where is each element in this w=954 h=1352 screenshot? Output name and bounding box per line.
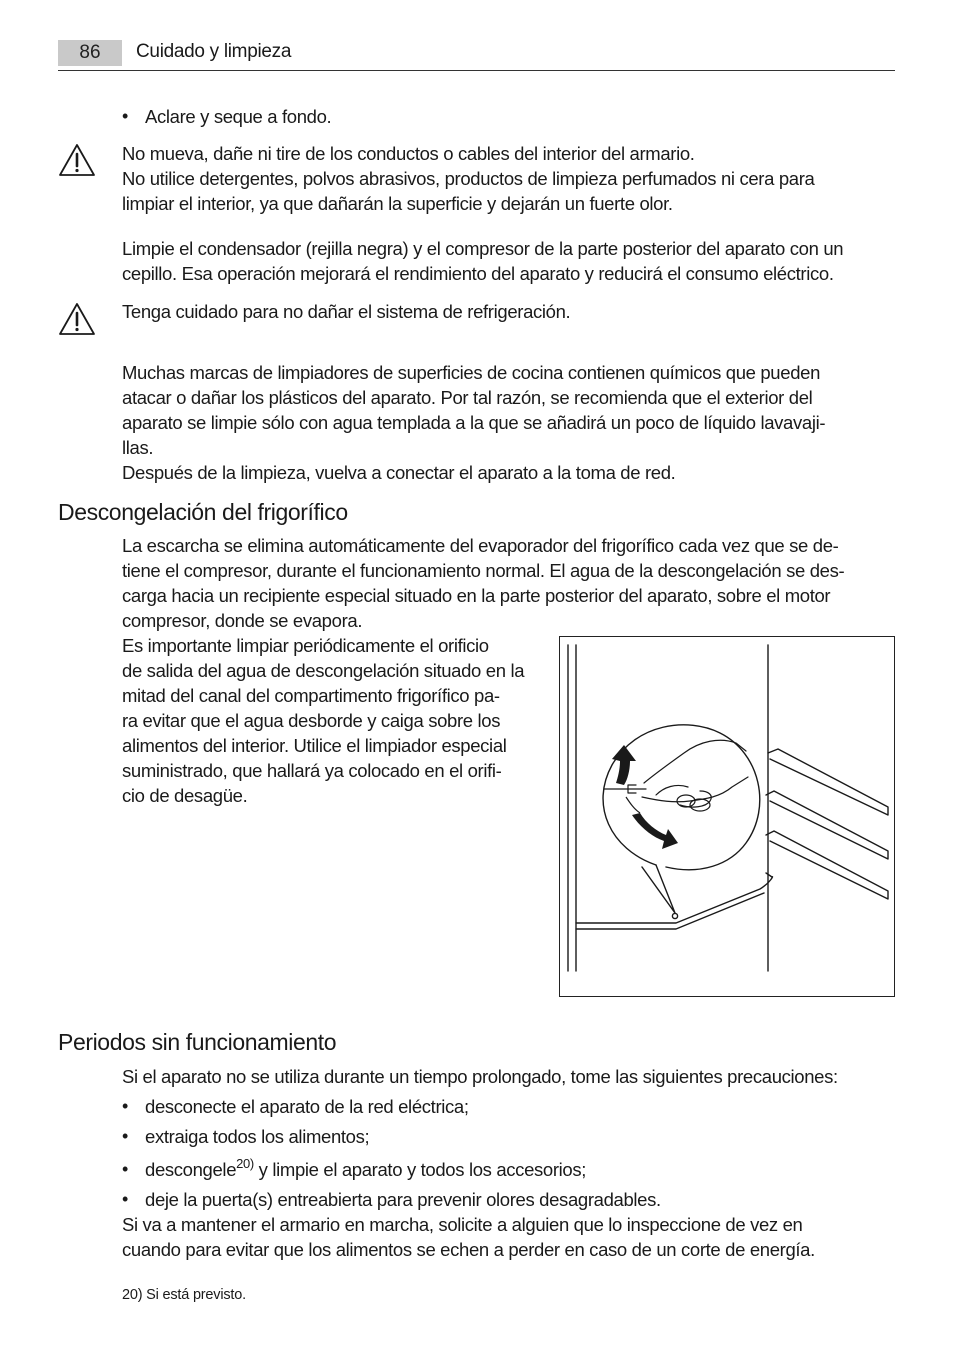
brands-text: Después de la limpieza, vuelva a conectar el aparato a la toma de red.	[122, 462, 676, 483]
warning-triangle-icon	[58, 302, 96, 336]
defrost-text-2: mitad del canal del compartimento frigorífico pa-	[122, 685, 500, 706]
defrost-text: carga hacia un recipiente especial situado en la parte posterior del aparato, sobre el motor	[122, 585, 831, 606]
defrost-text-2: ra evitar que el agua desborde y caiga sobre los	[122, 710, 501, 731]
idle-bullet-pre: descongele	[145, 1159, 237, 1180]
warning-triangle-icon	[58, 143, 96, 177]
brands-text: llas.	[122, 437, 154, 458]
condenser-text: cepillo. Esa operación mejorará el rendimiento del aparato y reducirá el consumo eléctrico.	[122, 263, 834, 284]
idle-closing: cuando para evitar que los alimentos se echen a perder en caso de un corte de energía.	[122, 1239, 815, 1260]
bullet-dot: •	[122, 1159, 128, 1179]
brands-text: aparato se limpie sólo con agua templada a la que se añadirá un poco de líquido lavavaji-	[122, 412, 826, 433]
idle-bullet: extraiga todos los alimentos;	[145, 1126, 370, 1147]
bullet-dot: •	[122, 1126, 128, 1146]
condenser-text: Limpie el condensador (rejilla negra) y el compresor de la parte posterior del aparato con un	[122, 238, 844, 259]
idle-bullet: deje la puerta(s) entreabierta para prevenir olores desagradables.	[145, 1189, 661, 1210]
bullet-dot: •	[122, 1189, 128, 1209]
warning-text-2: Tenga cuidado para no dañar el sistema de refrigeración.	[122, 301, 571, 322]
header-divider	[58, 70, 895, 71]
defrost-text-2: Es importante limpiar periódicamente el orificio	[122, 635, 489, 656]
idle-intro: Si el aparato no se utiliza durante un tiempo prolongado, tome las siguientes precauciones:	[122, 1066, 838, 1087]
idle-closing: Si va a mantener el armario en marcha, solicite a alguien que lo inspeccione de vez en	[122, 1214, 803, 1235]
defrost-text: La escarcha se elimina automáticamente del evaporador del frigorífico cada vez que se de-	[122, 535, 839, 556]
fridge-drain-drawing	[560, 637, 894, 996]
defrost-text: compresor, donde se evapora.	[122, 610, 363, 631]
drain-cleaning-illustration	[559, 636, 895, 997]
idle-bullet: desconecte el aparato de la red eléctrica;	[145, 1096, 469, 1117]
bullet-dot: •	[122, 1096, 128, 1116]
defrost-text-2: alimentos del interior. Utilice el limpiador especial	[122, 735, 507, 756]
defrost-text-2: cio de desagüe.	[122, 785, 248, 806]
bullet-dot: •	[122, 106, 128, 126]
warning-text-1: No utilice detergentes, polvos abrasivos, productos de limpieza perfumados ni cera para	[122, 168, 815, 189]
defrost-text-2: de salida del agua de descongelación situado en la	[122, 660, 525, 681]
page-number: 86	[58, 40, 122, 66]
brands-text: atacar o dañar los plásticos del aparato. Por tal razón, se recomienda que el exterior del	[122, 387, 813, 408]
idle-heading: Periodos sin funcionamiento	[58, 1029, 337, 1055]
footnote: 20) Si está previsto.	[122, 1287, 246, 1303]
bullet-rinse: Aclare y seque a fondo.	[145, 106, 332, 127]
defrost-text-2: suministrado, que hallará ya colocado en el orifi-	[122, 760, 502, 781]
idle-bullet-post: y limpie el aparato y todos los accesorios;	[253, 1159, 587, 1180]
defrost-heading: Descongelación del frigorífico	[58, 499, 348, 525]
brands-text: Muchas marcas de limpiadores de superficies de cocina contienen químicos que pueden	[122, 362, 821, 383]
idle-bullet	[145, 1157, 586, 1182]
warning-text-1: limpiar el interior, ya que dañarán la superficie y dejarán un fuerte olor.	[122, 193, 673, 214]
defrost-text: tiene el compresor, durante el funcionamiento normal. El agua de la descongelación se des-	[122, 560, 845, 581]
footnote-ref: 20)	[236, 1155, 254, 1171]
warning-text-1: No mueva, dañe ni tire de los conductos o cables del interior del armario.	[122, 143, 695, 164]
section-title: Cuidado y limpieza	[136, 41, 292, 62]
